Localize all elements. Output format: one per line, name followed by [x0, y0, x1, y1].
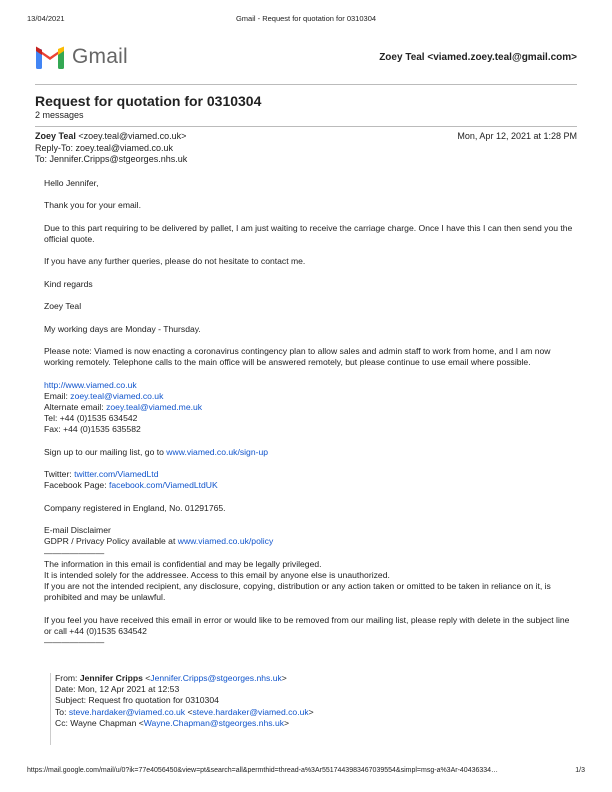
- quoted-cc-label: Cc: Wayne Chapman <: [55, 717, 144, 728]
- closing: Kind regards: [44, 278, 93, 289]
- page-number: 1/3: [575, 767, 585, 774]
- email-label: Email:: [44, 390, 71, 401]
- recipient: To: Jennifer.Cripps@stgeorges.nhs.uk: [35, 154, 188, 164]
- disclaimer-title: E-mail Disclaimer: [44, 525, 111, 536]
- thread-divider: [35, 126, 577, 127]
- disclaimer-line-2: It is intended solely for the addressee. Access to this email by anyone else is unauthorized.: [44, 569, 390, 580]
- signature-name: Zoey Teal: [44, 301, 82, 312]
- quoted-cc-gt: >: [284, 717, 290, 728]
- account-email: Zoey Teal <viamed.zoey.teal@gmail.com>: [379, 52, 577, 63]
- body-paragraph-2: If you have any further queries, please do not hesitate to contact me.: [44, 256, 306, 267]
- quoted-from-name: Jennifer Cripps: [79, 673, 143, 683]
- message-count: 2 messages: [35, 110, 84, 120]
- thread-subject: Request for quotation for 0310304: [35, 93, 262, 109]
- quoted-to-email[interactable]: steve.hardaker@viamed.co.uk: [68, 706, 186, 717]
- working-days: My working days are Monday - Thursday.: [44, 323, 201, 334]
- twitter-link[interactable]: twitter.com/ViamedLtd: [74, 469, 159, 480]
- message-header: [35, 131, 577, 166]
- gmail-m-icon: [35, 46, 65, 69]
- quoted-from-lt: <: [142, 673, 151, 683]
- separator: ———————: [44, 547, 105, 558]
- body-paragraph-1: Due to this part requiring to be delivered by pallet, I am just waiting to receive the carriage charge. Once I have this I can then send you the official quote.: [44, 222, 573, 244]
- telephone: Tel: +44 (0)1535 634542: [44, 413, 138, 424]
- quoted-to-gt: >: [308, 706, 314, 717]
- quoted-subject: Subject: Request fro quotation for 0310304: [55, 695, 219, 706]
- quoted-cc-email[interactable]: Wayne.Chapman@stgeorges.nhs.uk: [143, 717, 285, 728]
- quoted-from-gt: >: [281, 673, 287, 683]
- company-registration: Company registered in England, No. 01291765.: [44, 502, 226, 513]
- covid-notice: Please note: Viamed is now enacting a coronavirus contingency plan to allow sales and admin staff to work from home, and I am now working remotely. Telephone calls to the main office will be answered remotely, but please continue to use email where possible.: [44, 345, 551, 368]
- quoted-date: Date: Mon, 12 Apr 2021 at 12:53: [55, 684, 180, 695]
- gdpr-link[interactable]: www.viamed.co.uk/policy: [177, 536, 274, 547]
- header-divider: [35, 84, 577, 85]
- website-link[interactable]: http://www.viamed.co.uk: [44, 379, 137, 390]
- reply-to: Reply-To: zoey.teal@viamed.co.uk: [35, 142, 174, 153]
- disclaimer-line-3: If you are not the intended recipient, any disclosure, copying, distribution or any action taken or omitted to be taken in reliance on it, is prohibited and may be unlawful.: [44, 581, 551, 603]
- quoted-to-mid: <: [185, 706, 193, 717]
- greeting: Hello Jennifer,: [44, 178, 99, 188]
- message-body: [44, 178, 576, 648]
- twitter-label: Twitter:: [44, 469, 75, 480]
- sender-name: Zoey Teal: [35, 131, 76, 141]
- gmail-wordmark: Gmail: [72, 45, 128, 68]
- mailing-link[interactable]: www.viamed.co.uk/sign-up: [166, 446, 269, 457]
- quoted-to-label: To:: [55, 706, 69, 717]
- footer-url: https://mail.google.com/mail/u/0?ik=77e4056450&view=pt&search=all&permthid=thread-a%3Ar5517443983467039554&simpl=msg-a%3Ar-40436334…: [27, 767, 499, 774]
- facebook-link[interactable]: facebook.com/ViamedLtdUK: [108, 480, 218, 491]
- alt-email-label: Alternate email:: [44, 401, 107, 412]
- quoted-from-email[interactable]: Jennifer.Cripps@stgeorges.nhs.uk: [150, 673, 282, 683]
- separator-2: ———————: [44, 637, 105, 648]
- fax: Fax: +44 (0)1535 635582: [44, 424, 141, 435]
- gmail-logo[interactable]: [35, 44, 128, 70]
- quoted-to-email-2[interactable]: steve.hardaker@viamed.co.uk: [192, 706, 309, 717]
- print-date: 13/04/2021: [27, 14, 65, 23]
- removal-notice: If you feel you have received this email in error or would like to be removed from our mailing list, please reply with delete in the subject line or call +44 (0)1535 634542: [44, 614, 570, 636]
- thanks-line: Thank you for your email.: [44, 200, 141, 211]
- gdpr-label: GDPR / Privacy Policy available at: [44, 536, 178, 547]
- print-title: Gmail - Request for quotation for 0310304: [235, 14, 377, 23]
- facebook-label: Facebook Page:: [44, 480, 109, 491]
- quoted-from-label: From:: [55, 673, 80, 683]
- email-link[interactable]: zoey.teal@viamed.co.uk: [70, 390, 164, 401]
- message-date: Mon, Apr 12, 2021 at 1:28 PM: [457, 131, 577, 141]
- sender-email: <zoey.teal@viamed.co.uk>: [78, 131, 187, 141]
- quoted-message: [50, 673, 575, 745]
- mailing-label: Sign up to our mailing list, go to: [44, 446, 167, 457]
- alt-email-link[interactable]: zoey.teal@viamed.me.uk: [106, 401, 203, 412]
- disclaimer-line-1: The information in this email is confidential and may be legally privileged.: [44, 558, 322, 569]
